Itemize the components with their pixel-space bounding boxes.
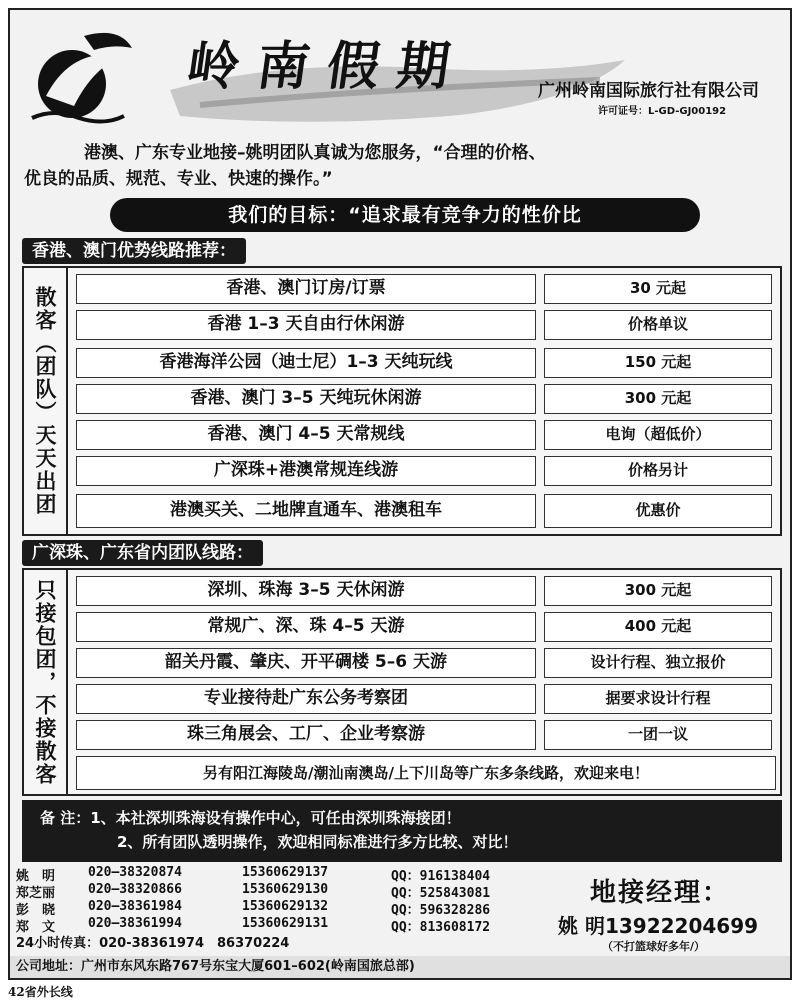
- route-name: 常规广、深、珠 4–5 天游: [76, 612, 536, 642]
- contact-phone: 020—38361994: [88, 916, 182, 931]
- section2-heading: 广深珠、广东省内团队线路：: [22, 540, 263, 566]
- table-row: [76, 648, 776, 678]
- route-name: 韶关丹霞、肇庆、开平碉楼 5–6 天游: [76, 648, 536, 678]
- section1-table: [22, 266, 782, 536]
- section1-side-label: 散客（团队）天天出团: [24, 268, 68, 534]
- table-row: [76, 348, 776, 378]
- route-price: 300 元起: [544, 576, 772, 606]
- contact-mobile: 15360629132: [242, 899, 329, 914]
- contact-qq: QQ：813608172: [391, 920, 491, 935]
- route-name: 港澳买关、二地牌直通车、港澳租车: [76, 494, 536, 528]
- table-row: [76, 720, 776, 750]
- contact-name: 郑 文: [16, 920, 56, 935]
- contact-row: [16, 916, 576, 933]
- brand-title: 岭南假期: [183, 36, 472, 97]
- contact-mobile: 15360629131: [242, 916, 329, 931]
- route-price: 设计行程、独立报价: [544, 648, 772, 678]
- contact-name: 姚 明: [16, 869, 56, 884]
- notes-box: [22, 800, 782, 862]
- section2-side-label: 只接包团，不接散客: [24, 570, 68, 794]
- route-name: 珠三角展会、工厂、企业考察游: [76, 720, 536, 750]
- license-number: 许可证号：L-GD-GJ00192: [598, 106, 727, 117]
- table-row: [76, 684, 776, 714]
- advertisement: [8, 8, 792, 980]
- route-name: 香港海洋公园（迪士尼）1–3 天纯玩线: [76, 348, 536, 378]
- contact-qq: QQ：916138404: [391, 869, 491, 884]
- contact-row: [16, 865, 576, 882]
- contact-mobile: 15360629130: [242, 882, 329, 897]
- page-footer-tag: 42省外长线: [8, 985, 73, 999]
- route-name: 香港、澳门 4–5 天常规线: [76, 420, 536, 450]
- route-price: 据要求设计行程: [544, 684, 772, 714]
- contact-phone: 020—38320874: [88, 865, 182, 880]
- route-price: 价格另计: [544, 456, 772, 486]
- route-price: 一团一议: [544, 720, 772, 750]
- fax-line: 24小时传真：020-38361974 86370224: [16, 936, 290, 951]
- company-address: 公司地址：广州市东风东路767号东宝大厦601–602(岭南国旅总部): [10, 956, 790, 978]
- route-price: 价格单议: [544, 310, 772, 340]
- route-price: 400 元起: [544, 612, 772, 642]
- table-row: [76, 274, 776, 304]
- note-line-1: 备 注：1、本社深圳珠海设有操作中心，可任由深圳珠海接团！: [40, 809, 461, 827]
- section1-heading: 香港、澳门优势线路推荐：: [22, 238, 246, 264]
- table-row: [76, 576, 776, 606]
- contact-phone: 020—38361984: [88, 899, 182, 914]
- contact-phone: 020—38320866: [88, 882, 182, 897]
- goal-banner: 我们的目标：“追求最有竞争力的性价比: [110, 198, 700, 232]
- contact-qq: QQ：596328286: [391, 903, 491, 918]
- company-name: 广州岭南国际旅行社有限公司: [538, 81, 759, 101]
- route-price: 优惠价: [544, 494, 772, 528]
- route-name: 香港 1–3 天自由行休闲游: [76, 310, 536, 340]
- contact-qq: QQ：525843081: [391, 886, 491, 901]
- intro-line-2: 优良的品质、规范、专业、快速的操作。”: [24, 169, 333, 189]
- manager-title: 地接经理：: [590, 878, 731, 908]
- intro-line-1: 港澳、广东专业地接–姚明团队真诚为您服务，“合理的价格、: [84, 143, 546, 163]
- route-price: 30 元起: [544, 274, 772, 304]
- note-line-2: 2、所有团队透明操作，欢迎相同标准进行多方比较、对比！: [117, 833, 518, 851]
- route-name: 深圳、珠海 3–5 天休闲游: [76, 576, 536, 606]
- table-row: [76, 494, 776, 528]
- section2-table: [22, 568, 782, 796]
- route-price: 300 元起: [544, 384, 772, 414]
- route-name: 香港、澳门 3–5 天纯玩休闲游: [76, 384, 536, 414]
- company-logo-icon: [24, 26, 134, 126]
- route-name: 香港、澳门订房/订票: [76, 274, 536, 304]
- contact-row: [16, 899, 576, 916]
- table-row: [76, 384, 776, 414]
- manager-note: （不打篮球好多年/）: [602, 940, 706, 953]
- manager-phone: 姚 明13922204699: [558, 914, 759, 938]
- route-price: 电询（超低价）: [544, 420, 772, 450]
- contact-name: 彭 晓: [16, 903, 56, 918]
- table-row: [76, 456, 776, 486]
- contact-mobile: 15360629137: [242, 865, 329, 880]
- route-name: 专业接待赴广东公务考察团: [76, 684, 536, 714]
- table-row: [76, 310, 776, 340]
- extra-routes-note: 另有阳江海陵岛/潮汕南澳岛/上下川岛等广东多条线路，欢迎来电！: [76, 756, 776, 790]
- table-row: [76, 420, 776, 450]
- contact-name: 郑芝丽: [16, 886, 56, 901]
- table-row: [76, 612, 776, 642]
- intro-text: [24, 140, 784, 192]
- contact-row: [16, 882, 576, 899]
- route-price: 150 元起: [544, 348, 772, 378]
- route-name: 广深珠+港澳常规连线游: [76, 456, 536, 486]
